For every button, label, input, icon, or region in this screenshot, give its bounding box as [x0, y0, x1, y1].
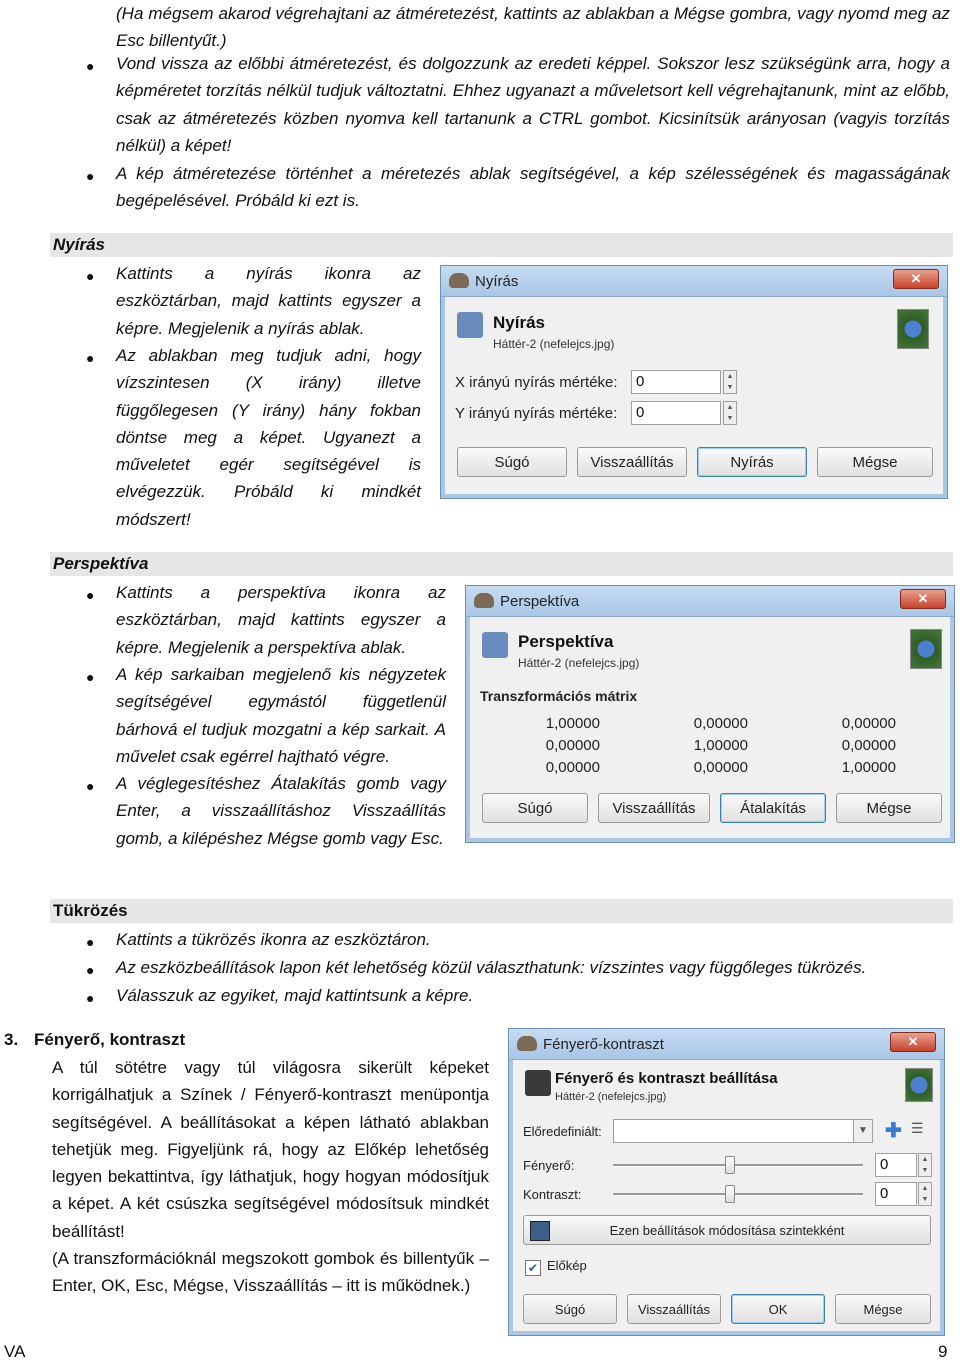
intro-bullet-2: A kép átméretezése történhet a méretezés ablak segítségével, a kép szélességének és magasságának begépelésével. Próbáld ki ezt is. [116, 164, 950, 211]
section-heading-tukrozes: Tükrözés [50, 899, 953, 923]
chevron-down-icon[interactable]: ▼ [853, 1119, 873, 1143]
matrix-cell: 0,00000 [841, 715, 896, 732]
help-button[interactable]: Súgó [482, 793, 588, 823]
nyiras-bullet-1: Kattints a nyírás ikonra az eszköztárban, majd kattints egyszer a képre. Megjelenik a nyírás ablak. [116, 264, 421, 338]
matrix-cell: 0,00000 [693, 759, 748, 776]
gimp-icon [517, 1036, 537, 1051]
matrix-cell: 0,00000 [545, 759, 600, 776]
tukrozes-bullet-3: Válasszuk az egyiket, majd kattintsunk a képre. [116, 986, 474, 1005]
matrix-cell: 0,00000 [841, 737, 896, 754]
image-thumbnail [910, 629, 942, 669]
shear-tool-icon [457, 312, 483, 338]
bullet-dot: ● [86, 58, 95, 74]
cancel-button[interactable]: Mégse [817, 447, 933, 477]
shear-x-spin-arrows[interactable]: ▲ ▼ [723, 370, 737, 394]
transform-button[interactable]: Átalakítás [720, 793, 826, 823]
contrast-spin-arrows[interactable]: ▲ ▼ [918, 1182, 932, 1206]
persp-bullet-3: A véglegesítéshez Átalakítás gomb vagy Enter, a visszaállításhoz Visszaállítás gomb, a kilépéshez Mégse gomb vagy Esc. [116, 774, 446, 848]
dialog-body [515, 1060, 938, 1329]
matrix-cell: 0,00000 [693, 715, 748, 732]
brightness-input[interactable]: 0 [875, 1153, 917, 1177]
contrast-slider-handle[interactable] [725, 1185, 735, 1203]
preview-label: Előkép [547, 1258, 587, 1273]
section-number: 3. [4, 1030, 19, 1049]
nyiras-bullet-2: Az ablakban meg tudjuk adni, hogy vízszintesen (X irány) illetve függőlegesen (Y irány) hány fokban döntse meg a képet. Ugyanezt a műveletet egér segítségével is elvégezzük. Próbáld ki mindkét módszert! [116, 346, 421, 529]
bullet-dot: ● [86, 778, 95, 794]
dialog-subtitle: Háttér-2 (nefelejcs.jpg) [518, 656, 640, 670]
preset-menu-icon[interactable]: ☰ [911, 1120, 924, 1136]
contrast-input[interactable]: 0 [875, 1182, 917, 1206]
bullet-dot: ● [86, 962, 95, 978]
contrast-slider[interactable] [613, 1193, 863, 1196]
brightness-slider-handle[interactable] [725, 1156, 735, 1174]
footer-left: VA [4, 1342, 26, 1361]
help-button[interactable]: Súgó [523, 1294, 617, 1324]
persp-bullet-1: Kattints a perspektíva ikonra az eszköztárban, majd kattints egyszer a képre. Megjelenik a perspektíva ablak. [116, 583, 446, 657]
dialog-subtitle: Háttér-2 (nefelejcs.jpg) [555, 1091, 667, 1103]
image-thumbnail [905, 1068, 933, 1102]
brightness-label: Fényerő: [523, 1158, 575, 1173]
dialog-body [447, 297, 941, 492]
bullet-dot: ● [86, 350, 95, 366]
bullet-dot: ● [86, 990, 95, 1006]
levels-icon [530, 1221, 550, 1241]
tukrozes-bullet-1: Kattints a tükrözés ikonra az eszköztáron. [116, 930, 431, 949]
shear-x-input[interactable]: 0 [631, 370, 721, 394]
close-icon[interactable]: ✕ [900, 589, 946, 609]
window-titlebar [466, 586, 954, 617]
edit-as-levels-button[interactable]: Ezen beállítások módosítása szintekként [523, 1215, 931, 1245]
brightness-slider[interactable] [613, 1164, 863, 1167]
matrix-cell: 1,00000 [693, 737, 748, 754]
window-title: Perspektíva [500, 593, 580, 610]
gimp-icon [449, 273, 469, 288]
dialog-title: Perspektíva [518, 632, 614, 651]
add-preset-icon[interactable]: ✚ [885, 1120, 902, 1142]
fenyero-paragraph-2: (A transzformációknál megszokott gombok és billentyűk – Enter, OK, Esc, Mégse, Visszaállítás – itt is működnek.) [52, 1249, 489, 1296]
shear-y-label: Y irányú nyírás mértéke: [455, 405, 618, 422]
window-titlebar [441, 266, 947, 297]
contrast-label: Kontraszt: [523, 1187, 582, 1202]
dialog-subtitle: Háttér-2 (nefelejcs.jpg) [493, 337, 615, 351]
fenyero-paragraph-1: A túl sötétre vagy túl világosra sikerült képeket korrigálhatjuk a Színek / Fényerő-kontraszt menüpontja segítségével. A beállításokat a képen látható ablakban tehetjük meg. Figyeljünk rá, hogy az Előkép lehetőség legyen bekattintva, így láthatjuk, hogy hogyan módosítjuk a képet. A két csúszka segítségével módosítsuk mindkét beállítást! [52, 1058, 489, 1241]
shear-x-label: X irányú nyírás mértéke: [455, 374, 618, 391]
close-icon[interactable]: ✕ [890, 1032, 936, 1052]
matrix-cell: 1,00000 [545, 715, 600, 732]
bullet-dot: ● [86, 934, 95, 950]
close-icon[interactable]: ✕ [893, 269, 939, 289]
matrix-cell: 1,00000 [841, 759, 896, 776]
matrix-cell: 0,00000 [545, 737, 600, 754]
section-heading-nyiras: Nyírás [50, 233, 953, 257]
bullet-dot: ● [86, 268, 95, 284]
bullet-dot: ● [86, 168, 95, 184]
preset-select[interactable] [613, 1119, 873, 1143]
page-number: 9 [938, 1342, 948, 1361]
shear-button[interactable]: Nyírás [697, 447, 807, 477]
dialog-title: Nyírás [493, 313, 545, 332]
perspective-tool-icon [482, 632, 508, 658]
brightness-tool-icon [525, 1070, 551, 1096]
preview-checkbox[interactable]: ✔ [525, 1260, 541, 1276]
shear-y-spin-arrows[interactable]: ▲ ▼ [723, 401, 737, 425]
ok-button[interactable]: OK [731, 1294, 825, 1324]
intro-bullet-1: Vond vissza az előbbi átméretezést, és dolgozzunk az eredeti képpel. Sokszor lesz szükségünk arra, hogy a képméretet torzítás nélkül tudjuk változtatni. Ehhez ugyanazt a műveletsort kell végrehajtanunk, mint az előbb, csak az átméretezés közben nyomva kell tartanunk a CTRL gombot. Kicsinítsük arányosan (vagyis torzítás nélkül) a képet! [116, 54, 950, 155]
bullet-dot: ● [86, 669, 95, 685]
dialog-title: Fényerő és kontraszt beállítása [555, 1070, 778, 1087]
image-thumbnail [897, 309, 929, 349]
window-title: Fényerő-kontraszt [543, 1036, 664, 1053]
persp-bullet-2: A kép sarkaiban megjelenő kis négyzetek segítségével egymástól függetlenül bárhová el tudjuk mozgatni a kép sarkait. A művelet csak egérrel hajtható végre. [116, 665, 446, 766]
brightness-contrast-dialog-window [508, 1028, 945, 1336]
window-titlebar [509, 1029, 944, 1060]
preset-label: Előredefiniált: [523, 1124, 602, 1139]
bullet-dot: ● [86, 587, 95, 603]
reset-button[interactable]: Visszaállítás [598, 793, 710, 823]
section-heading-fenyero: Fényerő, kontraszt [34, 1030, 186, 1049]
reset-button[interactable]: Visszaállítás [577, 447, 687, 477]
gimp-icon [474, 593, 494, 608]
brightness-spin-arrows[interactable]: ▲ ▼ [918, 1153, 932, 1177]
reset-button[interactable]: Visszaállítás [627, 1294, 721, 1324]
help-button[interactable]: Súgó [457, 447, 567, 477]
shear-y-input[interactable]: 0 [631, 401, 721, 425]
tukrozes-bullet-2: Az eszközbeállítások lapon két lehetőség közül választhatunk: vízszintes vagy függőleges tükrözés. [116, 958, 867, 977]
cancel-button[interactable]: Mégse [836, 793, 942, 823]
shear-dialog-window [440, 265, 948, 499]
window-title: Nyírás [475, 273, 519, 290]
perspective-dialog-window [465, 585, 955, 843]
dialog-body [472, 617, 948, 836]
section-heading-perspektiva: Perspektíva [50, 552, 953, 576]
cancel-button[interactable]: Mégse [835, 1294, 931, 1324]
matrix-label: Transzformációs mátrix [480, 688, 638, 704]
intro-note: (Ha mégsem akarod végrehajtani az átméretezést, kattints az ablakban a Mégse gombra, vagy nyomd meg az Esc billentyűt.) [116, 4, 950, 51]
